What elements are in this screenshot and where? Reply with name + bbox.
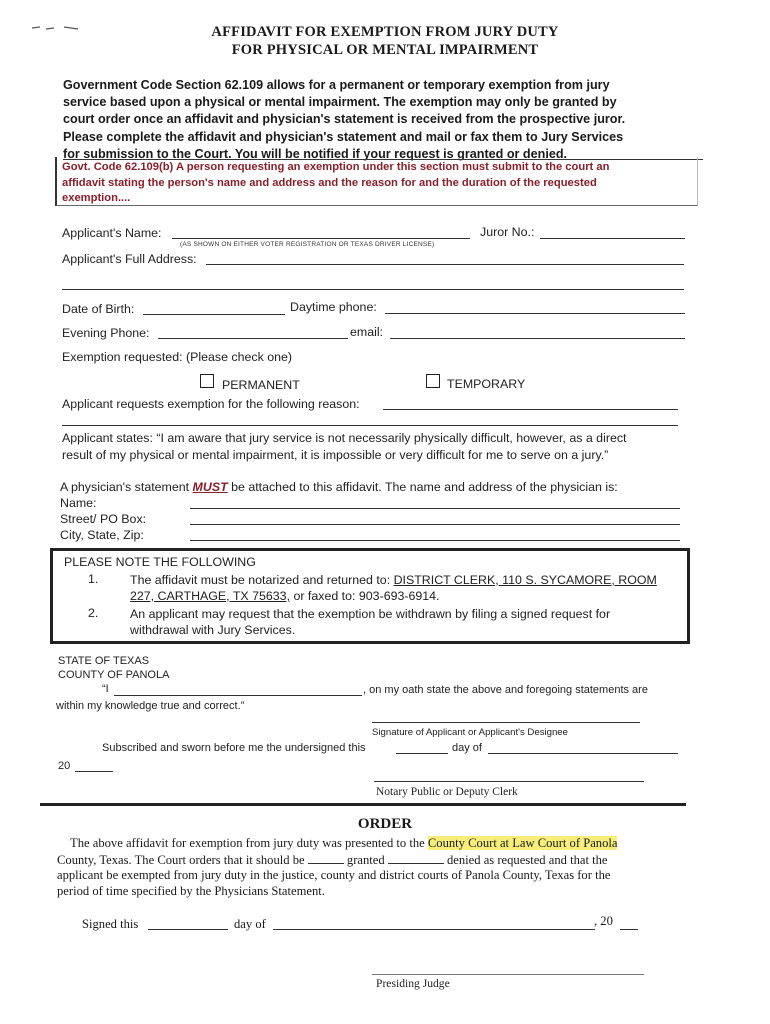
sworn-year-prefix: 20 [58, 760, 71, 772]
physician-city-field[interactable] [190, 540, 680, 541]
temporary-label: TEMPORARY [447, 377, 526, 391]
daytime-phone-field[interactable] [385, 313, 685, 314]
order-separator [40, 803, 686, 806]
intro-line: for submission to the Court. You will be notified if your request is granted or denied. [63, 146, 568, 161]
presiding-judge-label: Presiding Judge [376, 977, 450, 990]
fax-number: or faxed to: 903-693-6914. [290, 589, 440, 603]
denied-blank[interactable] [388, 851, 444, 864]
signed-day-field[interactable] [148, 929, 228, 930]
granted-label: granted [346, 853, 385, 867]
email-field[interactable] [390, 338, 685, 339]
dob-label: Date of Birth: [62, 302, 135, 316]
signature-label: Signature of Applicant or Applicant's Designee [372, 727, 568, 738]
physician-street-label: Street/ PO Box: [60, 512, 147, 526]
notice-number-2: 2. [88, 606, 99, 620]
notice-item-1 [130, 572, 680, 604]
notary-label: Notary Public or Deputy Clerk [376, 786, 518, 798]
name-hint: (AS SHOWN ON EITHER VOTER REGISTRATION OR TEXAS DRIVER LICENSE) [180, 241, 435, 248]
applicant-statement [62, 430, 626, 464]
physician-intro [60, 480, 618, 494]
notice-item-2 [130, 606, 680, 638]
order-line-1-text: The above affidavit for exemption from jury duty was presented to the [70, 836, 428, 850]
oath-text: , on my oath state the above and foregoing statements are [363, 684, 648, 696]
order-line-3: applicant be exempted from jury duty in the justice, county and district courts of Panola County, Texas for the [57, 868, 611, 882]
statement-line: result of my physical or mental impairment, it is impossible or very difficult for me to serve on a jury.” [62, 448, 609, 462]
daytime-phone-label: Daytime phone: [290, 300, 377, 314]
intro-line: service based upon a physical or mental impairment. The exemption may only be granted by [63, 95, 617, 110]
oath-text-line2: within my knowledge true and correct.” [56, 700, 245, 712]
signed-month-field[interactable] [273, 929, 595, 930]
sworn-month-field[interactable] [488, 753, 678, 754]
temporary-checkbox[interactable] [426, 374, 440, 388]
notice-heading: PLEASE NOTE THE FOLLOWING [64, 555, 256, 569]
reason-field-2[interactable] [62, 425, 678, 426]
sworn-day-field[interactable] [396, 753, 448, 754]
physician-intro-pre: A physician's statement [60, 480, 193, 494]
applicant-name-label: Applicant's Name: [62, 226, 162, 240]
juror-no-label: Juror No.: [480, 225, 535, 239]
physician-name-field[interactable] [190, 508, 680, 509]
scan-mark [30, 18, 80, 22]
oath-name-field[interactable] [114, 695, 362, 696]
notice-item-2-line: An applicant may request that the exemption be withdrawn by filing a signed request for [130, 607, 611, 621]
signed-day-of: day of [234, 917, 266, 931]
intro-line: Please complete the affidavit and physician's statement and mail or fax them to Jury Services [63, 129, 624, 144]
intro-line: Government Code Section 62.109 allows for a permanent or temporary exemption from jury [63, 78, 610, 92]
physician-city-label: City, State, Zip: [60, 528, 144, 542]
granted-blank[interactable] [308, 851, 344, 864]
must-emphasis: MUST [192, 480, 228, 494]
clerk-address: DISTRICT CLERK, 110 S. SYCAMORE, ROOM [393, 573, 657, 587]
physician-intro-post: be attached to this affidavit. The name and address of the physician is: [227, 480, 618, 494]
applicant-name-field[interactable] [172, 238, 470, 239]
statement-line: Applicant states: “I am aware that jury service is not necessarily physically difficult, however, as a direct [62, 431, 627, 445]
denied-label: denied [446, 853, 481, 867]
intro-paragraph [63, 77, 703, 163]
order-line-1 [70, 835, 617, 851]
notice-number-1: 1. [88, 572, 99, 586]
statute-line: affidavit stating the person's name and address and the reason for and the duration of the requested [62, 176, 597, 189]
signed-year-prefix: , 20 [594, 914, 613, 928]
reason-label: Applicant requests exemption for the following reason: [62, 397, 360, 411]
state-label: STATE OF TEXAS [58, 655, 150, 667]
juror-no-field[interactable] [540, 238, 685, 239]
sworn-day-of: day of [452, 742, 482, 754]
signed-year-field[interactable] [620, 929, 638, 930]
statute-text [62, 160, 692, 207]
county-label: COUNTY OF PANOLA [58, 669, 170, 681]
document-subtitle: FOR PHYSICAL OR MENTAL IMPAIRMENT [231, 42, 539, 58]
dob-field[interactable] [143, 314, 285, 315]
subscribed-text: Subscribed and sworn before me the undersigned this [102, 742, 366, 754]
evening-phone-field[interactable] [158, 338, 348, 339]
evening-phone-label: Evening Phone: [62, 326, 150, 340]
reason-field[interactable] [383, 409, 678, 410]
physician-street-field[interactable] [190, 524, 680, 525]
statute-line: Govt. Code 62.109(b) A person requesting an exemption under this section must submit to the court an [62, 161, 610, 173]
full-address-field[interactable] [206, 264, 684, 265]
order-line-2 [57, 851, 608, 868]
judge-signature-field[interactable] [372, 974, 644, 975]
clerk-address-city: 227, CARTHAGE, TX 75633, [130, 589, 291, 603]
permanent-checkbox[interactable] [200, 374, 214, 388]
court-name-highlight: County Court at Law Court of Panola [427, 836, 618, 850]
exemption-requested-label: Exemption requested: (Please check one) [62, 350, 293, 364]
notice-item-2-line: withdrawal with Jury Services. [130, 623, 296, 637]
full-address-label: Applicant's Full Address: [62, 252, 197, 266]
notary-signature-field[interactable] [374, 781, 644, 782]
physician-name-label: Name: [60, 496, 97, 510]
order-line-2-post: as requested and that the [480, 853, 608, 867]
order-line-4: period of time specified by the Physicians Statement. [57, 884, 325, 898]
full-address-field-2[interactable] [62, 289, 684, 290]
intro-line: court order once an affidavit and physician's statement is received from the prospective juror. [63, 112, 626, 127]
oath-quote-open: “I [102, 683, 109, 695]
order-line-2-text: County, Texas. The Court orders that it should be [57, 853, 308, 867]
signed-this-label: Signed this [82, 917, 139, 931]
statute-line: exemption.... [62, 192, 131, 204]
permanent-label: PERMANENT [222, 378, 300, 392]
applicant-signature-field[interactable] [372, 722, 640, 723]
document-title: AFFIDAVIT FOR EXEMPTION FROM JURY DUTY [211, 24, 559, 40]
notice-item-1-text: The affidavit must be notarized and returned to: [130, 573, 394, 587]
sworn-year-field[interactable] [75, 771, 113, 772]
order-heading: ORDER [357, 816, 413, 832]
email-label: email: [350, 325, 384, 339]
